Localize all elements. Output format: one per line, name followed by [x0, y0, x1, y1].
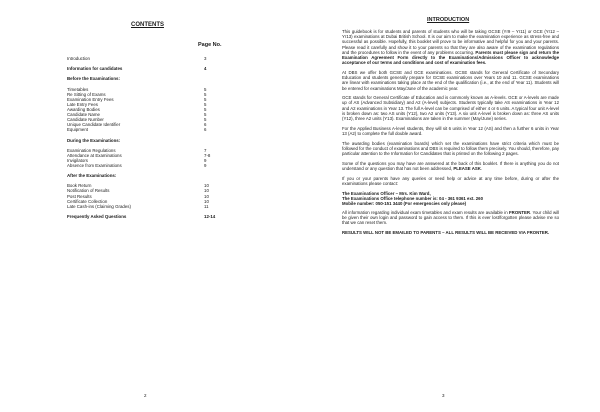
toc-entry-page: 6 [204, 122, 207, 128]
toc-entry-label: Introduction [67, 56, 90, 61]
toc-entry-label: Absence from Examinations [67, 162, 122, 168]
intro-p8-bold: FRONTER [509, 210, 531, 216]
intro-paragraph-7: If you or your parents have any queries or need help or advice at any time before, during or after the examinations please contact: [342, 175, 559, 186]
toc-entry-label: Examination Regulations [67, 147, 116, 153]
intro-p8-end: . Your child will be given their own login and password to gain access to them. If this is ever lost/forgotten please advise me so that we can reset them. [342, 210, 559, 226]
toc-entry-page: 5 [204, 117, 207, 123]
toc-entry-page: 11 [204, 203, 209, 209]
introduction-body [342, 29, 559, 240]
intro-p6-text: Some of the questions you may have are answered at the back of this booklet. If there is anything you do not understand or any question that has not been addressed, [342, 160, 559, 171]
toc-entry-page: 7-8 [204, 152, 211, 158]
contact-telephone: The Examinations Office telephone number is: 04 - 361 9361 ext. 260 [342, 195, 483, 201]
intro-paragraph-8 [342, 210, 559, 226]
intro-p6-bold: PLEASE ASK [453, 165, 481, 171]
toc-entry-label: Re Sitting of Exams [67, 91, 106, 97]
toc-entry-page: 5 [204, 86, 207, 92]
toc-entry-label: During the Examinations: [67, 137, 121, 143]
toc-entry [67, 138, 227, 143]
toc-entry-label: After the Examinations: [67, 173, 117, 179]
toc-entry-label: Equipment [67, 127, 88, 133]
contact-mobile: Mobile number: 050-151 3440 (For emergencies only please) [342, 200, 467, 206]
toc-entry-label: Late Entry Fees [67, 101, 98, 107]
toc-entry-page: 5 [204, 112, 207, 118]
toc-entry-page: 5 [204, 101, 207, 107]
toc-entry [67, 163, 227, 168]
intro-paragraph-3: GCE stands for General Certificate of Education and is commonly known as A-levels. GCE or A-levels are made up of AS (Advanced Subsidiary) and A2 (A-level) subjects. Students typically take AS examinations in Year 12 and A2 examinations in Year 13. The full A-level can be comprised of either 4 or 6 units. A typical four unit A-level is broken down as: two AS units (Y12), two A2 units (Y13). A six unit A-level is broken down as: three AS units (Y12), three A2 units (Y13). Examinations are taken in the summer (May/June) series. [342, 95, 559, 122]
toc-entry-page: 3 [204, 56, 207, 61]
toc-entry [67, 66, 227, 71]
intro-paragraph-5: The awarding bodies (examination boards) which set the examinations have strict criteria which must be followed for the conduct of examinations and DBS is required to follow them precisely. You should, therefore, pay particular attention to the Information for Candidates that is printed on the following 2 pages. [342, 140, 559, 157]
toc-entry-label: Unique Candidate Identifier [67, 122, 121, 128]
contact-officer: The Examinations Officer – Mrs. Kim Ward, [342, 190, 431, 196]
toc-entry-page: 10 [204, 183, 209, 189]
toc-entry [67, 56, 227, 61]
toc-entry-page: 9 [204, 157, 207, 163]
toc-entry [67, 214, 227, 219]
toc-entry [67, 204, 227, 209]
toc-entry-label: Information for candidates [67, 66, 123, 72]
toc-entry-page: 5 [204, 91, 207, 97]
contents-title: CONTENTS [131, 22, 164, 28]
toc-entry-page: 10 [204, 198, 209, 204]
toc-entry-label: Post Results [67, 193, 92, 199]
contact-block [342, 191, 559, 206]
toc-entry-label: Certificate Collection [67, 198, 108, 204]
toc-entry-page: 5 [204, 96, 207, 102]
toc-entry-label: Awarding Bodies [67, 106, 100, 112]
intro-p6-end: . [480, 165, 483, 171]
intro-paragraph-2: At DBS we offer both GCSE and GCE examinations. GCSE stands for General Certificate of Secondary Education and students generally prepare for GCSE examinations over Years 10 and 11. GCSE examinations are linear with examinations taking place at the end of the qualification (i.e., at the end of Year 11). Students will be entered for examinations May/June of the academic year. [342, 69, 559, 91]
toc-entry-label: Book Return [67, 183, 92, 189]
page-number-right: 3 [442, 393, 445, 398]
page-no-header: Page No. [198, 42, 222, 48]
table-of-contents [67, 56, 227, 219]
intro-paragraph-6 [342, 161, 559, 171]
introduction-title: INTRODUCTION [427, 17, 470, 23]
toc-entry-page: 10 [204, 193, 209, 199]
toc-entry-page: 10 [204, 188, 209, 194]
page-number-left: 2 [144, 393, 147, 398]
toc-entry [67, 173, 227, 178]
toc-entry-label: Examination Entry Fees [67, 96, 114, 102]
toc-entry-label: Attendance at Examinations [67, 152, 122, 158]
toc-entry [67, 76, 227, 81]
toc-entry-label: Late Cash-ins (Claiming Grades) [67, 203, 131, 209]
toc-entry-label: Before the Examinations: [67, 76, 120, 82]
toc-entry-page: 5 [204, 106, 207, 112]
toc-entry-label: Invigilators [67, 157, 88, 163]
intro-p1-text: This guidebook is for students and parents of students who will be taking GCSE (Yr9 – Yr11) or GCE (Yr12 – Yr13) examinations at Dubai British School. It is our aim to make the examination experience as stress-free and successful as possible. Hopefully, this booklet will prove to be informative and helpful for you and your parents. Please read it carefully and show it to your parents so that they are also aware of the examination regulations and the procedures to follow in the event of any problems occurring. [342, 29, 559, 55]
toc-entry [67, 127, 227, 132]
intro-paragraph-1 [342, 29, 559, 65]
toc-entry-page: 6 [204, 127, 207, 133]
results-notice: RESULTS WILL NOT BE EMAILED TO PARENTS – ALL RESULTS WILL BE RECEIVED VIA FRONTER. [342, 230, 550, 236]
toc-entry-page: 4 [204, 66, 207, 72]
introduction-page [300, 0, 600, 412]
toc-entry-label: Timetables [67, 86, 89, 92]
toc-entry-label: Candidate Name [67, 112, 100, 118]
intro-paragraph-4: For the Applied Business A-level students, they will sit 6 units in Year 12 (AS) and then a further 6 units in Year 13 (A2) to complete the full double award. [342, 125, 559, 136]
toc-entry-page: 12-14 [204, 213, 216, 219]
toc-entry-page: 9 [204, 162, 207, 168]
intro-p8-text: All information regarding individual exam timetables and exam results are available in [342, 210, 510, 216]
toc-entry-label: Frequently Asked Questions [67, 213, 127, 219]
toc-entry-label: Candidate Number [67, 117, 104, 123]
toc-entry-page: 7 [204, 147, 207, 153]
toc-entry-label: Notification of Results [67, 188, 110, 194]
intro-p1-bold: Parents must please sign and return the Examination Agreement Form directly to the Examinations/Admissions Officer to acknowledge acceptance of our terms and conditions and cost of examination fees. [342, 49, 560, 66]
